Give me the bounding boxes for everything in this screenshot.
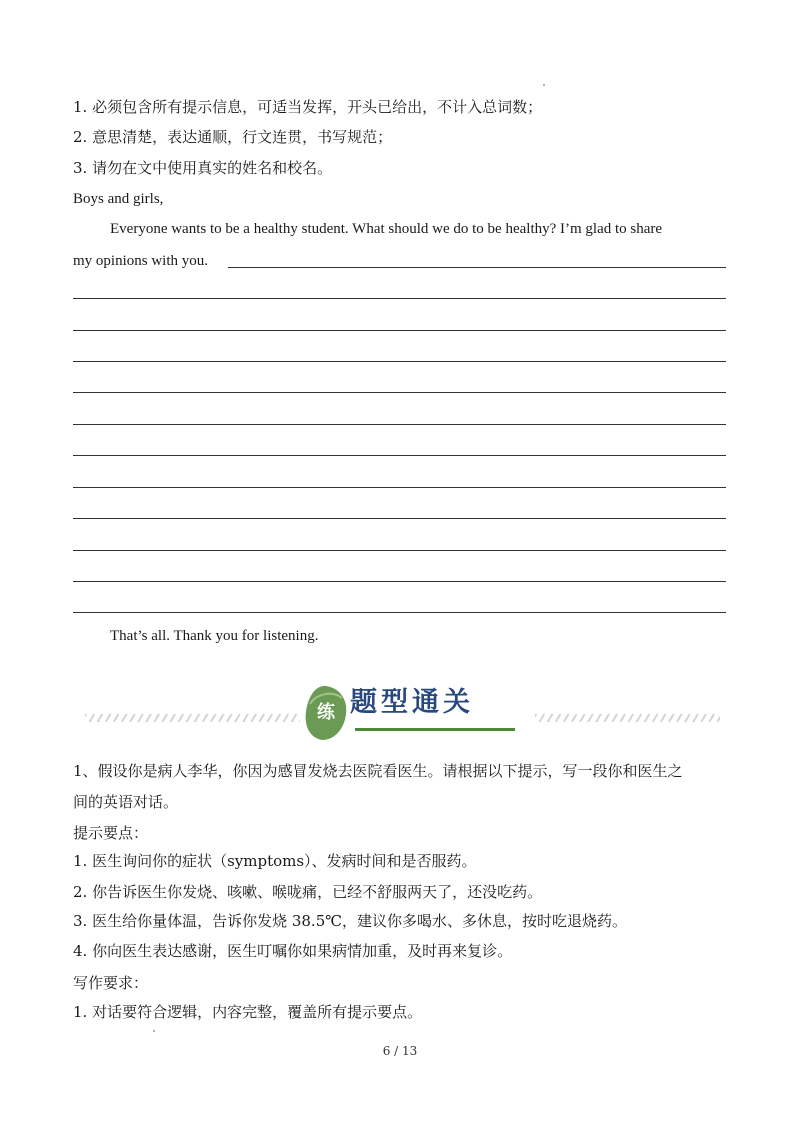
banner-divider-left	[85, 714, 300, 722]
banner-divider-right	[535, 714, 720, 722]
tip-item: 3. 医生给你量体温，告诉你发烧 38.5℃，建议你多喝水、多休息，按时吃退烧药。	[73, 912, 628, 930]
question-prompt-line2: 间的英语对话。	[73, 793, 179, 811]
writing-heading: 写作要求：	[73, 974, 149, 992]
tip-item: 2. 你告诉医生你发烧、咳嗽、喉咙痛，已经不舒服两天了，还没吃药。	[73, 883, 543, 901]
essay-closing: That’s all. Thank you for listening.	[110, 628, 319, 644]
writing-line[interactable]	[73, 550, 726, 551]
essay-opening-line2: my opinions with you.	[73, 253, 209, 269]
tip-item: 4. 你向医生表达感谢，医生叮嘱你如果病情加重，及时再来复诊。	[73, 942, 513, 960]
title-underline	[355, 728, 515, 731]
requirement-2: 2. 意思清楚，表达通顺，行文连贯，书写规范；	[73, 128, 393, 146]
requirement-1: 1. 必须包含所有提示信息，可适当发挥，开头已给出，不计入总词数；	[73, 98, 543, 116]
writing-line[interactable]	[73, 487, 726, 488]
tips-heading: 提示要点：	[73, 824, 149, 842]
writing-line[interactable]	[73, 298, 726, 299]
section-title: 题型通关	[350, 687, 474, 718]
writing-line[interactable]	[228, 267, 726, 268]
writing-line[interactable]	[73, 518, 726, 519]
writing-line[interactable]	[73, 392, 726, 393]
writing-line[interactable]	[73, 612, 726, 613]
writing-requirement: 1. 对话要符合逻辑，内容完整，覆盖所有提示要点。	[73, 1003, 423, 1021]
essay-greeting: Boys and girls,	[73, 191, 164, 207]
requirement-3: 3. 请勿在文中使用真实的姓名和校名。	[73, 159, 333, 177]
scan-speck	[153, 1030, 155, 1032]
writing-line[interactable]	[73, 581, 726, 582]
writing-line[interactable]	[73, 424, 726, 425]
writing-line[interactable]	[73, 455, 726, 456]
scan-speck	[543, 84, 545, 86]
page-number: 6 / 13	[382, 1044, 418, 1058]
writing-line[interactable]	[73, 361, 726, 362]
section-banner	[80, 670, 720, 760]
essay-opening-line1: Everyone wants to be a healthy student. What should we do to be healthy? I’m glad to share	[110, 221, 663, 237]
question-prompt-line1: 1、假设你是病人李华，你因为感冒发烧去医院看医生。请根据以下提示，写一段你和医生之	[73, 762, 683, 780]
badge-label: 练	[317, 702, 335, 723]
practice-badge-icon	[302, 684, 350, 742]
writing-line[interactable]	[73, 330, 726, 331]
tip-item: 1. 医生询问你的症状（symptoms）、发病时间和是否服药。	[73, 852, 477, 870]
